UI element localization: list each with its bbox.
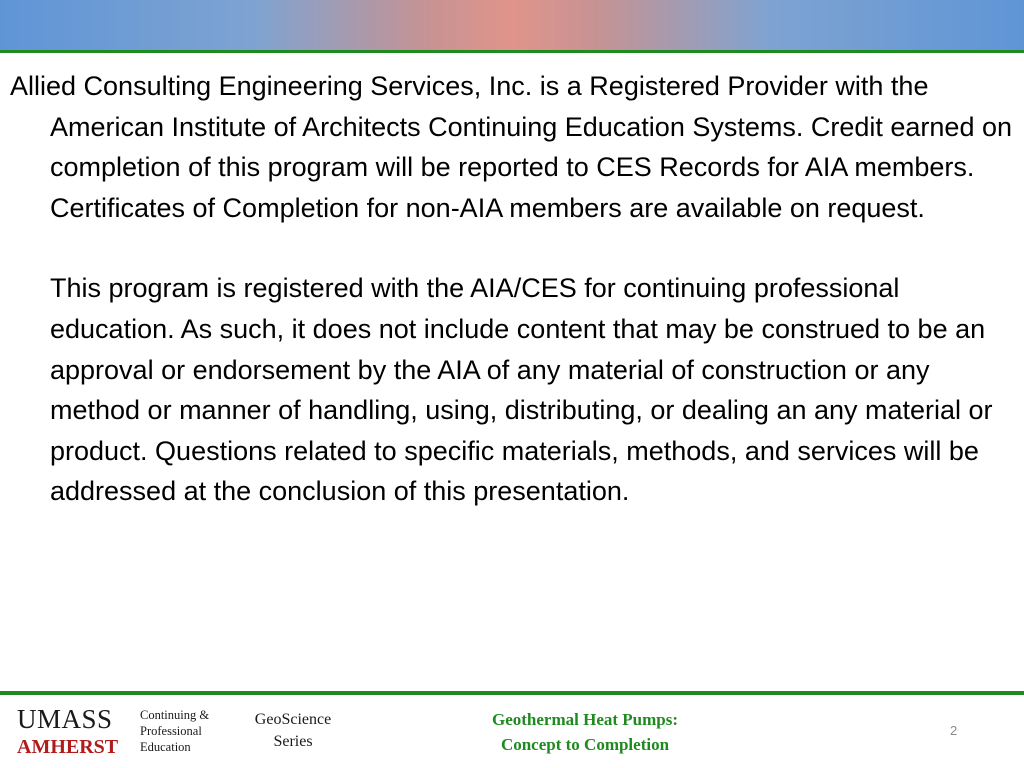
series-line: Series [273, 733, 313, 750]
footer-title-line: Concept to Completion [500, 735, 670, 754]
page-number: 2 [950, 723, 958, 738]
cpe-line: Professional [140, 724, 202, 738]
paragraph-program: This program is registered with the AIA/CES for continuing professional education. As such, it does not include content that may be construed to be an approval or endorsement by the AIA of any material of construction or any method or manner of handling, using, distributing, or dealing an any material or product. Questions related to specific materials, methods, and services will be addressed at the conclusion of this presentation. [50, 273, 993, 507]
footer-title [440, 707, 730, 757]
series-line: GeoScience [254, 711, 332, 728]
paragraph-provider: Allied Consulting Engineering Services, Inc. is a Registered Provider with the American Institute of Architects Continuing Education Systems. Credit earned on completion of this program will be reported to CES Records for AIA members. Certificates of Completion for non-AIA members are available on request. [10, 71, 1012, 223]
slide-body [10, 66, 1015, 512]
footer-title-line: Geothermal Heat Pumps: [491, 710, 679, 729]
top-gradient-banner [0, 0, 1024, 50]
slide-footer [0, 695, 1024, 768]
cpe-line: Education [140, 740, 191, 754]
umass-logo-text: UMASS [17, 704, 113, 734]
amherst-logo-text: AMHERST [17, 736, 119, 758]
series-label [238, 709, 348, 753]
cpe-label [140, 707, 209, 755]
top-divider [0, 50, 1024, 53]
cpe-line: Continuing & [140, 708, 210, 722]
